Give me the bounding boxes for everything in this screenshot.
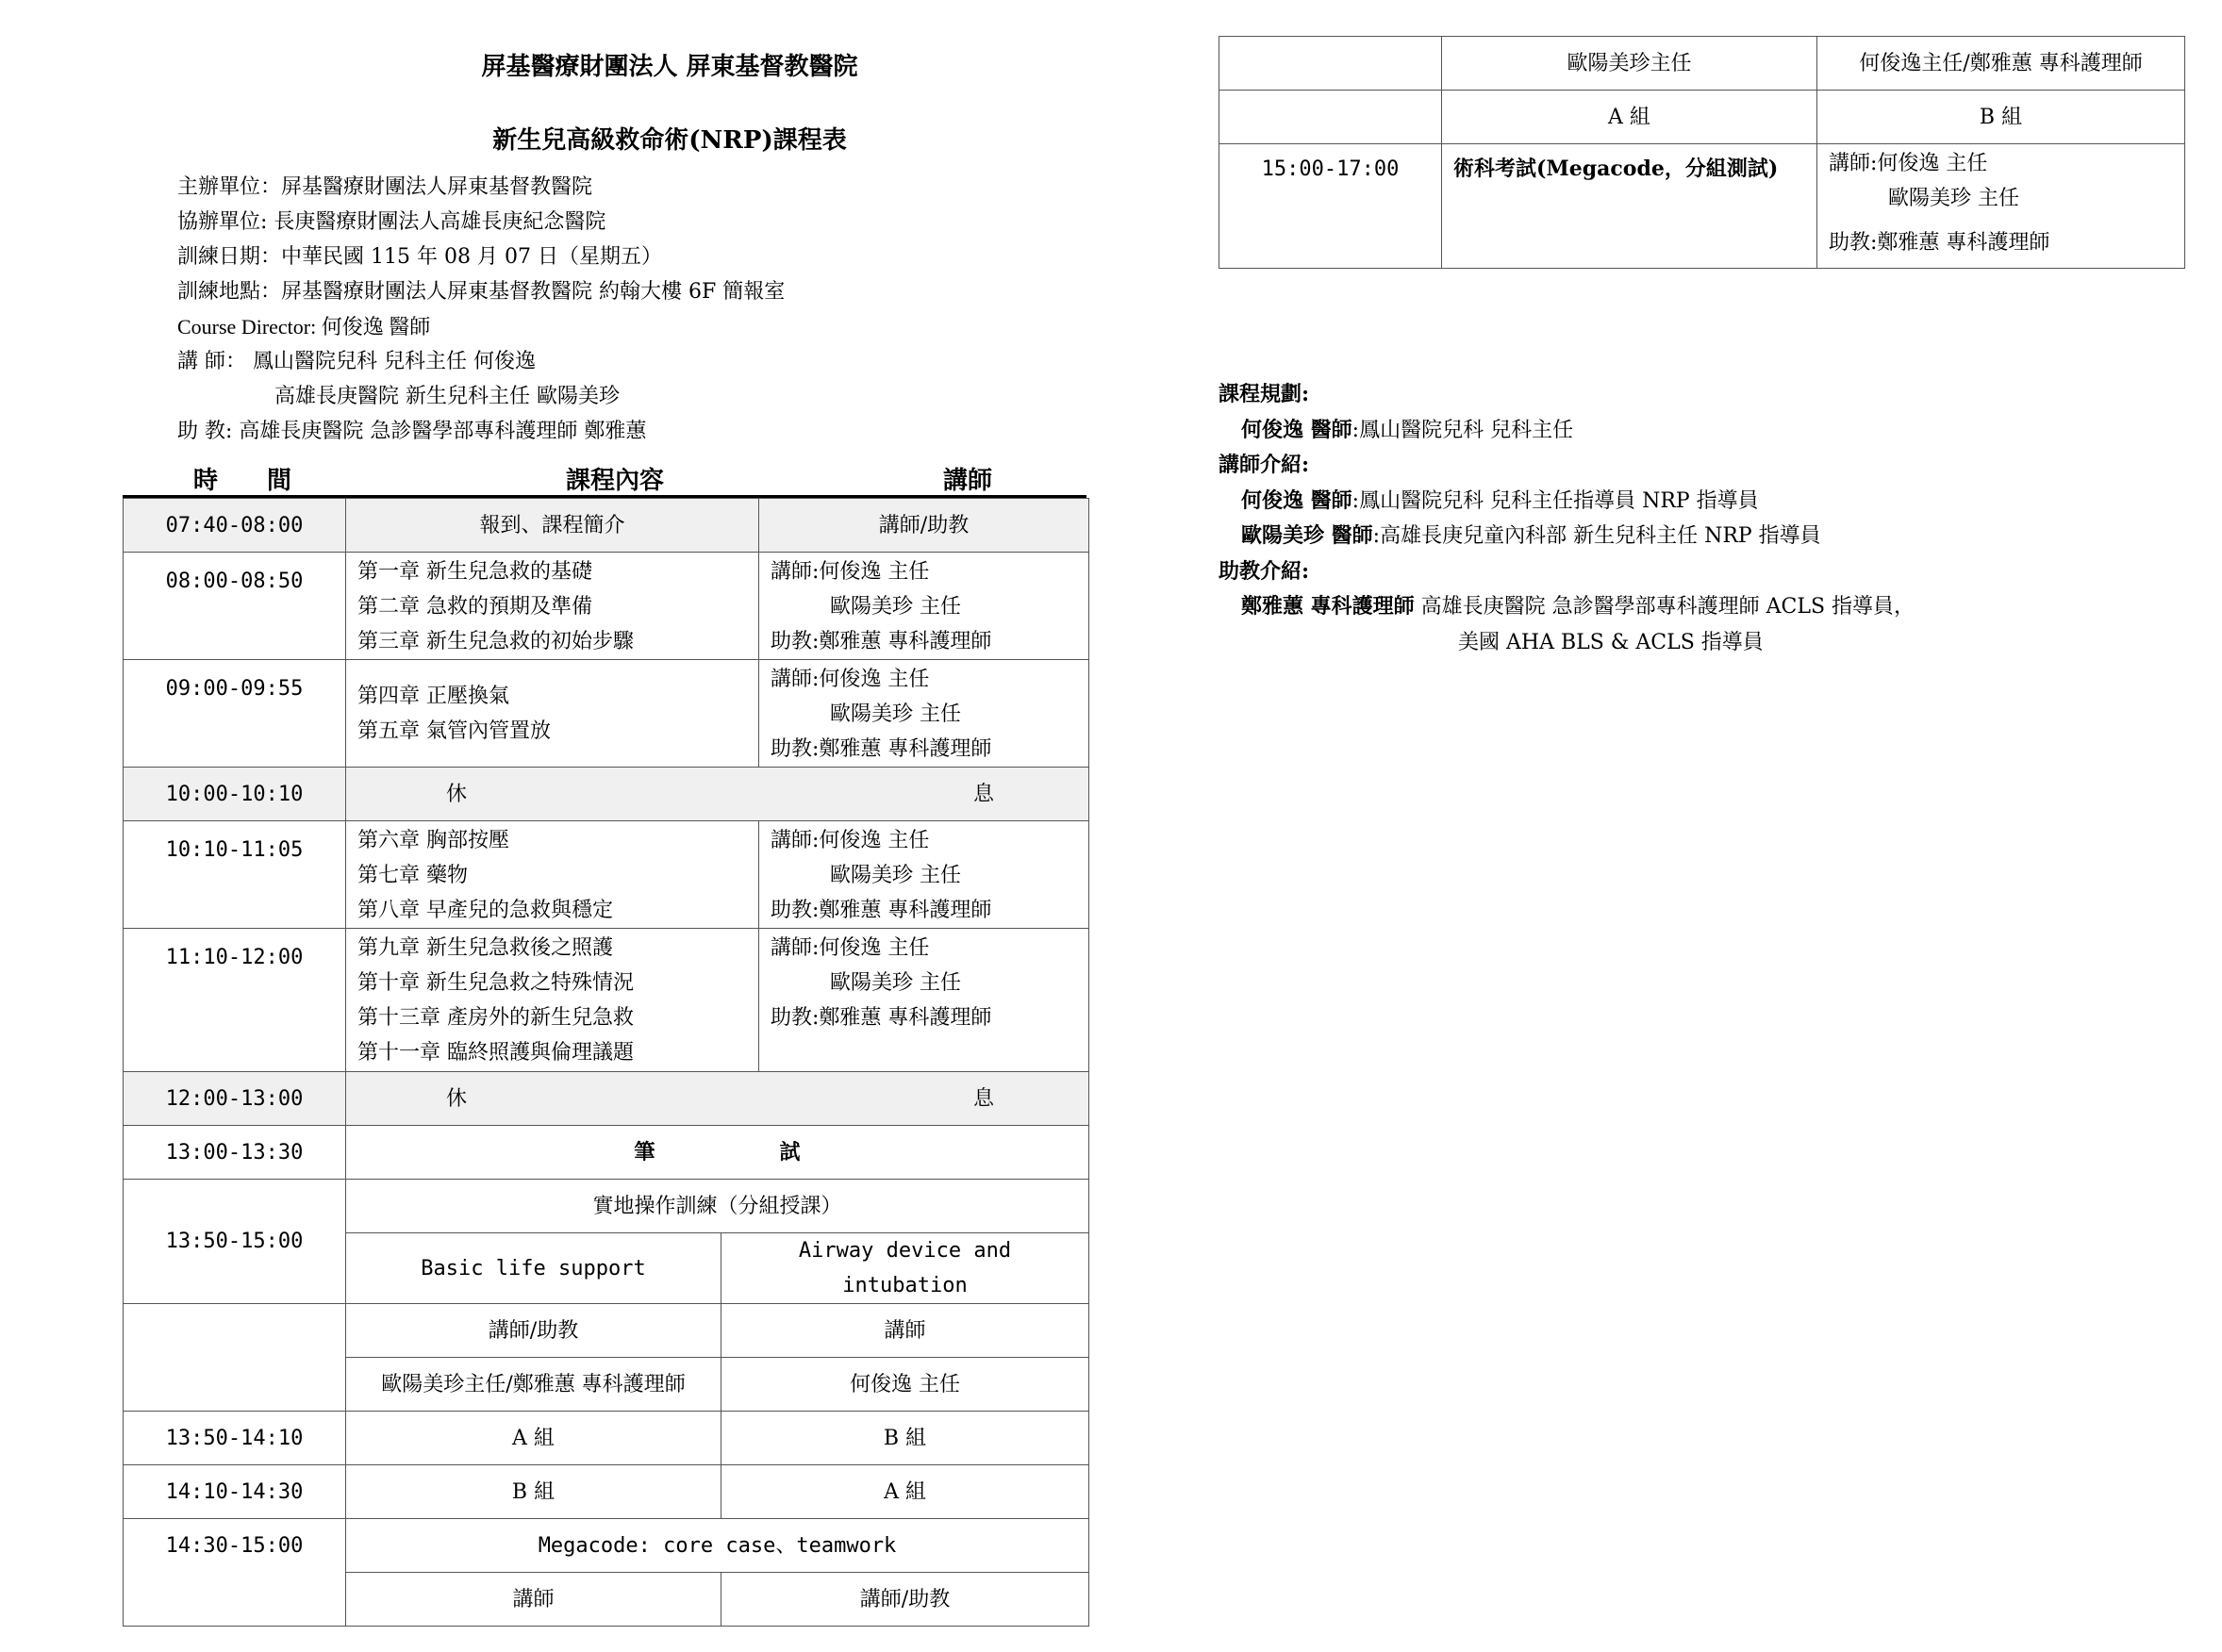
instructor-line: 歐陽美珍 主任 xyxy=(830,702,962,726)
instructor-line: 歐陽美珍 主任 xyxy=(1888,187,2019,210)
time-cell xyxy=(1219,37,1442,91)
role-cell: 講師 xyxy=(721,1304,1089,1358)
info-organizer: 主辦單位：屏基醫療財團法人屏東基督教醫院 xyxy=(177,175,593,199)
instructor-line: 歐陽美珍 主任 xyxy=(830,971,962,995)
chapter-line: 第七章 藥物 xyxy=(357,864,468,887)
assistant-desc: 高雄長庚醫院 急診醫學部專科護理師 ACLS 指導員， xyxy=(1414,595,1915,619)
schedule-continuation-table xyxy=(1219,36,2185,269)
chapter-line: 第一章 新生兒急救的基礎 xyxy=(357,560,592,584)
role-cell: 講師/助教 xyxy=(346,1304,721,1358)
info-date: 訓練日期：中華民國 115 年 08 月 07 日（星期五） xyxy=(177,245,662,269)
chapter-line: 第二章 急救的預期及準備 xyxy=(357,595,592,619)
time-cell: 14:10-14:30 xyxy=(124,1465,346,1519)
table-row xyxy=(124,821,1089,929)
table-row xyxy=(1219,91,2185,144)
instructor-cell xyxy=(759,821,1089,929)
time-cell: 11:10-12:00 xyxy=(124,929,346,1072)
rest-label: 息 xyxy=(973,782,995,806)
instructor-line: 講師:何俊逸 主任 xyxy=(1829,152,1988,175)
instructor-name: 何俊逸 醫師 xyxy=(1241,487,1352,513)
instructor-line: 歐陽美珍 主任 xyxy=(830,864,962,887)
table-row xyxy=(124,499,1089,553)
rest-cell xyxy=(346,1072,1089,1126)
column-header-time: 時 間 xyxy=(193,467,292,495)
name-cell: 何俊逸主任/鄭雅蕙 專科護理師 xyxy=(1817,37,2185,91)
exam-label: 試 xyxy=(779,1139,801,1165)
planner-desc: :鳳山醫院兒科 兒科主任 xyxy=(1351,418,1574,442)
table-row xyxy=(124,1412,1089,1465)
chapter-line: 第十章 新生兒急救之特殊情況 xyxy=(357,971,634,995)
content-cell: 術科考試(Megacode，分組測試) xyxy=(1442,144,1817,269)
content-cell: 實地操作訓練（分組授課） xyxy=(346,1180,1089,1233)
table-row xyxy=(124,660,1089,768)
assistant-desc-continued: 美國 AHA BLS & ACLS 指導員 xyxy=(1458,630,1764,654)
table-row xyxy=(124,553,1089,660)
info-instructor-2: 高雄長庚醫院 新生兒科主任 歐陽美珍 xyxy=(274,385,620,408)
table-row xyxy=(124,929,1089,1072)
assistant-entry xyxy=(1219,589,1915,625)
instructor-cell: 講師/助教 xyxy=(759,499,1089,553)
table-row xyxy=(1219,37,2185,91)
course-title: 新生兒高級救命術(NRP)課程表 xyxy=(492,126,847,155)
role-cell: 講師 xyxy=(346,1573,721,1627)
group-cell: B 組 xyxy=(1817,91,2185,144)
name-cell: 歐陽美珍主任/鄭雅蕙 專科護理師 xyxy=(346,1358,721,1412)
assistant-line: 助教:鄭雅蕙 專科護理師 xyxy=(771,1006,992,1030)
instructor-line: 講師:何俊逸 主任 xyxy=(771,829,930,852)
planning-entry xyxy=(1219,413,1915,449)
rest-cell xyxy=(346,768,1089,821)
column-header-content: 課程內容 xyxy=(566,467,665,495)
time-cell: 10:00-10:10 xyxy=(124,768,346,821)
assistant-heading: 助教介紹: xyxy=(1219,558,1310,584)
instructor-desc: :鳳山醫院兒科 兒科主任指導員 NRP 指導員 xyxy=(1351,488,1759,513)
planner-name: 何俊逸 醫師 xyxy=(1241,417,1352,442)
chapter-line: 第十一章 臨終照護與倫理議題 xyxy=(357,1041,634,1065)
table-row xyxy=(124,1519,1089,1573)
instructor-cell xyxy=(759,929,1089,1072)
chapter-line: 第九章 新生兒急救後之照護 xyxy=(357,936,613,960)
table-row xyxy=(124,768,1089,821)
chapter-line: 第十三章 產房外的新生兒急救 xyxy=(357,1006,634,1030)
time-cell: 07:40-08:00 xyxy=(124,499,346,553)
role-cell: 講師/助教 xyxy=(721,1573,1089,1627)
info-co-organizer: 協辦單位: 長庚醫療財團法人高雄長庚紀念醫院 xyxy=(177,210,606,234)
chapter-line: 第八章 早產兒的急救與穩定 xyxy=(357,899,613,922)
assistant-line: 助教:鄭雅蕙 專科護理師 xyxy=(771,899,992,922)
info-assistant: 助 教: 高雄長庚醫院 急診醫學部專科護理師 鄭雅蕙 xyxy=(177,420,647,443)
time-cell: 15:00-17:00 xyxy=(1219,144,1442,269)
time-cell: 13:50-14:10 xyxy=(124,1412,346,1465)
table-row xyxy=(124,1126,1089,1180)
group-cell: A 組 xyxy=(721,1465,1089,1519)
table-row xyxy=(1219,144,2185,269)
time-cell: 10:10-11:05 xyxy=(124,821,346,929)
time-cell: 13:00-13:30 xyxy=(124,1126,346,1180)
time-cell xyxy=(1219,91,1442,144)
station-cell: Basic life support xyxy=(346,1233,721,1304)
group-cell: A 組 xyxy=(1442,91,1817,144)
instructor-desc: :高雄長庚兒童內科部 新生兒科主任 NRP 指導員 xyxy=(1372,524,1821,548)
instructor-line: 講師:何俊逸 主任 xyxy=(771,936,930,960)
info-course-director: Course Director: 何俊逸 醫師 xyxy=(177,315,431,339)
instructors-heading: 講師介紹: xyxy=(1219,453,1310,477)
assistant-line: 助教:鄭雅蕙 專科護理師 xyxy=(771,630,992,653)
course-notes xyxy=(1219,377,1915,660)
content-cell: Megacode: core case、teamwork xyxy=(346,1519,1089,1573)
table-row xyxy=(124,1465,1089,1519)
chapter-line: 第四章 正壓換氣 xyxy=(357,685,509,708)
group-cell: B 組 xyxy=(721,1412,1089,1465)
table-row xyxy=(124,1072,1089,1126)
time-cell: 14:30-15:00 xyxy=(124,1519,346,1627)
instructor-line: 講師:何俊逸 主任 xyxy=(771,560,930,584)
time-cell: 09:00-09:55 xyxy=(124,660,346,768)
chapter-line: 第三章 新生兒急救的初始步驟 xyxy=(357,630,634,653)
chapter-line: 第五章 氣管內管置放 xyxy=(357,719,551,743)
name-cell: 何俊逸 主任 xyxy=(721,1358,1089,1412)
schedule-table xyxy=(123,498,1089,1627)
planning-heading: 課程規劃: xyxy=(1219,382,1310,406)
instructor-cell xyxy=(759,660,1089,768)
instructor-line: 歐陽美珍 主任 xyxy=(830,595,962,619)
instructor-entry xyxy=(1219,484,1915,520)
rest-label: 息 xyxy=(973,1086,995,1111)
time-cell xyxy=(124,1304,346,1412)
group-cell: B 組 xyxy=(346,1465,721,1519)
instructor-cell xyxy=(1817,144,2185,269)
exam-label: 筆 xyxy=(634,1139,655,1165)
table-row xyxy=(124,1304,1089,1358)
instructor-name: 歐陽美珍 醫師 xyxy=(1241,523,1373,548)
exam-cell xyxy=(346,1126,1089,1180)
chapter-line: 第六章 胸部按壓 xyxy=(357,829,509,852)
name-cell: 歐陽美珍主任 xyxy=(1442,37,1817,91)
content-cell xyxy=(346,821,759,929)
time-cell: 13:50-15:00 xyxy=(124,1180,346,1304)
station-cell: Airway device and intubation xyxy=(721,1233,1089,1304)
assistant-line: 助教:鄭雅蕙 專科護理師 xyxy=(771,737,992,761)
assistant-name: 鄭雅蕙 專科護理師 xyxy=(1241,594,1415,619)
content-cell: 報到、課程簡介 xyxy=(346,499,759,553)
info-location: 訓練地點：屏基醫療財團法人屏東基督教醫院 約翰大樓 6F 簡報室 xyxy=(177,280,786,304)
info-instructors: 講 師： 鳳山醫院兒科 兒科主任 何俊逸 xyxy=(177,350,536,373)
time-cell: 08:00-08:50 xyxy=(124,553,346,660)
group-cell: A 組 xyxy=(346,1412,721,1465)
table-row xyxy=(124,1180,1089,1233)
instructor-line: 講師:何俊逸 主任 xyxy=(771,668,930,691)
org-title: 屏基醫療財團法人 屏東基督教醫院 xyxy=(481,53,858,81)
rest-label: 休 xyxy=(446,782,468,806)
time-cell: 12:00-13:00 xyxy=(124,1072,346,1126)
column-header-instructor: 講師 xyxy=(943,467,993,495)
content-cell xyxy=(346,929,759,1072)
rest-label: 休 xyxy=(446,1086,468,1111)
content-cell xyxy=(346,553,759,660)
content-cell xyxy=(346,660,759,768)
assistant-line: 助教:鄭雅蕙 專科護理師 xyxy=(1829,231,2050,255)
instructor-cell xyxy=(759,553,1089,660)
course-info xyxy=(177,170,785,449)
instructor-entry xyxy=(1219,519,1915,554)
